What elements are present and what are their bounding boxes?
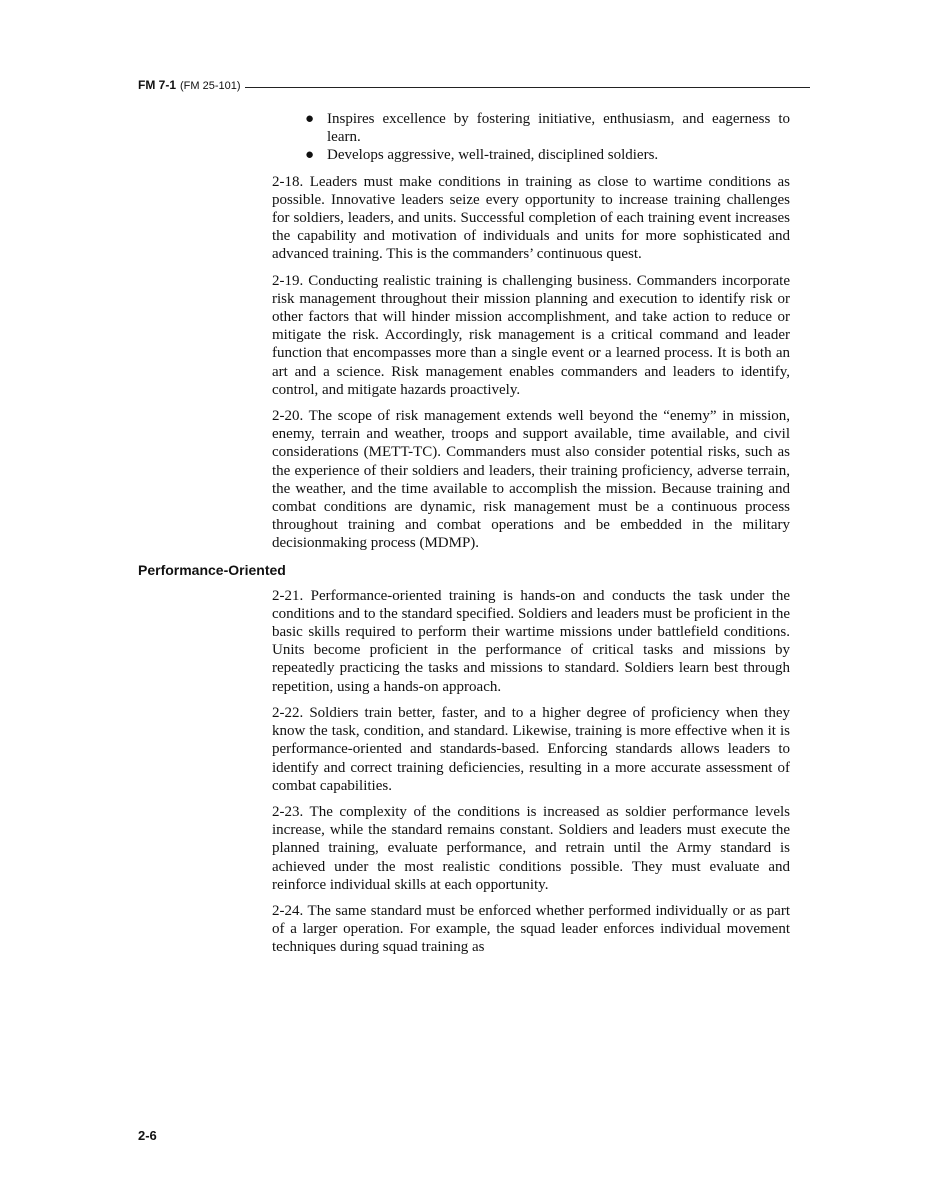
paragraph-2-23: 2-23. The complexity of the conditions is increased as soldier performance levels increase, while the standard remains constant. Soldiers and leaders must execute the planned training, evaluate performance, and retrain until the Army standard is achieved under the most realistic conditions possible. They must evaluate and reinforce individual skills at each opportunity. (272, 803, 790, 893)
bullet-icon: ● (305, 147, 315, 164)
bullet-icon: ● (305, 111, 315, 127)
bullet-item (272, 146, 790, 164)
paragraph-2-24: 2-24. The same standard must be enforced whether performed individually or as part of a larger operation. For example, the squad leader enforces individual movement techniques during squad training as (272, 902, 790, 956)
bullet-list (272, 110, 790, 165)
page-number: 2-6 (138, 1128, 157, 1143)
paragraph-2-22: 2-22. Soldiers train better, faster, and to a higher degree of proficiency when they know the task, condition, and standard. Likewise, training is more effective when it is performance-oriented and standards-based. Enforcing standards allows leaders to identify and correct training deficiencies, resulting in a more accurate assessment of combat capabilities. (272, 704, 790, 794)
paragraph-2-20: 2-20. The scope of risk management extends well beyond the “enemy” in mission, enemy, terrain and weather, troops and support available, time available, and civil considerations (METT-TC). Commanders must also consider potential risks, such as the experience of their soldiers and leaders, their training proficiency, adverse terrain, the weather, and the time available to accomplish the mission. Because training and combat conditions are dynamic, risk management must be a continuous process throughout training and combat operations and be embedded in the military decisionmaking process (MDMP). (272, 408, 790, 552)
fm-superseded-number: (FM 25-101) (180, 80, 241, 92)
paragraph-2-21: 2-21. Performance-oriented training is hands-on and conducts the task under the conditions and to the standard specified. Soldiers and leaders must be proficient in the basic skills required to perform their wartime missions under battlefield conditions. Units become proficient in the performance of critical tasks and missions by repeatedly practicing the tasks and missions to standard. Soldiers learn best through repetition, using a hands-on approach. (272, 587, 790, 695)
fm-number: FM 7-1 (138, 78, 177, 92)
section-heading: Performance-Oriented (138, 561, 286, 578)
paragraph-2-19: 2-19. Conducting realistic training is challenging business. Commanders incorporate risk management throughout their mission planning and execution to identify risk or other factors that will hinder mission accomplishment, and take action to reduce or mitigate the risk. Accordingly, risk management is a critical command and leader function that encompasses more than a single event or a learned process. It is both an art and a science. Risk management enables commanders and leaders to identify, control, and mitigate hazards proactively. (272, 272, 790, 398)
bullet-item (272, 110, 790, 146)
bullet-text: Develops aggressive, well-trained, disciplined soldiers. (327, 147, 659, 164)
bullet-text: Inspires excellence by fostering initiative, enthusiasm, and eagerness to learn. (327, 111, 790, 146)
running-header (138, 74, 810, 92)
body-text (138, 110, 790, 965)
header-rule (245, 87, 810, 88)
paragraph-2-18: 2-18. Leaders must make conditions in training as close to wartime conditions as possible. Innovative leaders seize every opportunity to increase training challenges for soldiers, leaders, and units. Successful completion of each training event increases the capability and motivation of individuals and units for more sophisticated and advanced training. This is the commanders’ continuous quest. (272, 173, 790, 263)
